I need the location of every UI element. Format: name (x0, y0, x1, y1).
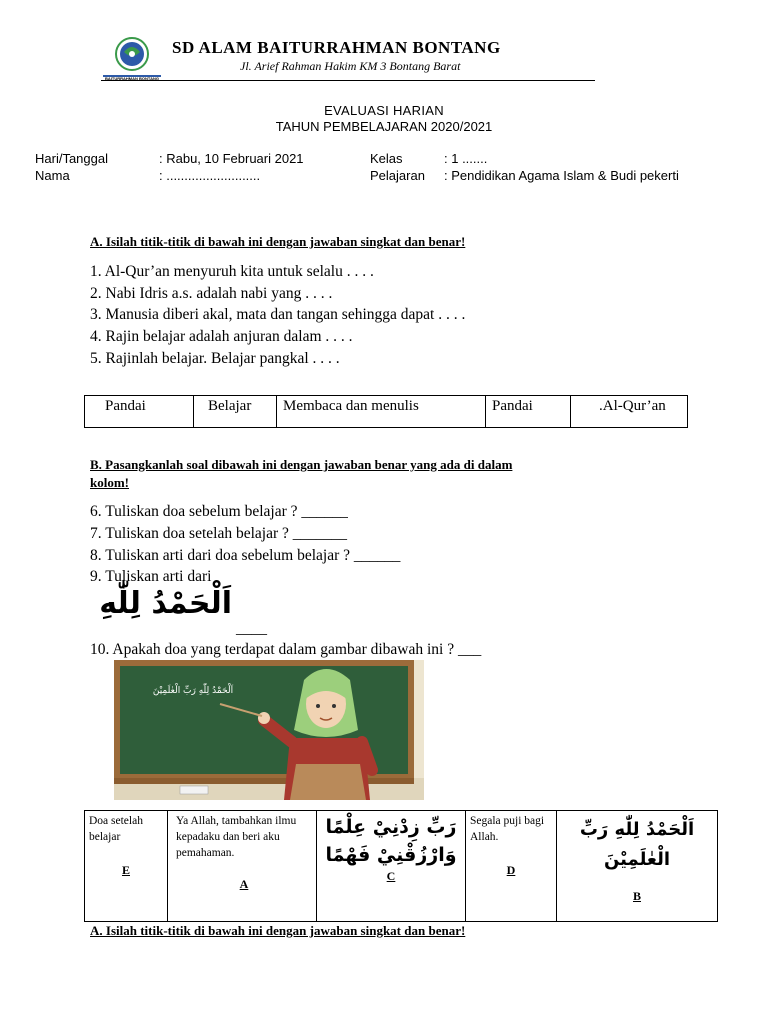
board-text: اَلْحَمْدُ لِلّٰهِ رَبِّ الْعٰلَمِيْنَ (152, 686, 234, 696)
match-letter-c: C (386, 869, 396, 883)
nama-value: : .......................... (159, 168, 261, 183)
question-2: 2. Nabi Idris a.s. adalah nabi yang . . . . (90, 285, 333, 302)
pelajaran-value: : Pendidikan Agama Islam & Budi pekerti (444, 168, 679, 183)
question-7: 7. Tuliskan doa setelah belajar ? _______ (90, 525, 347, 542)
kelas-value: : 1 ....... (444, 151, 488, 166)
kelas-label: Kelas (370, 151, 403, 166)
question-5: 5. Rajinlah belajar. Belajar pangkal . . . . (90, 350, 340, 367)
match-cell-a (168, 811, 317, 922)
hari-value: : Rabu, 10 Februari 2021 (159, 151, 304, 166)
match-text-a: Ya Allah, tambahkan ilmu kepadaku dan beri aku pemahaman. (176, 815, 297, 859)
school-logo (99, 34, 165, 84)
answer-cell-2: Belajar (194, 396, 277, 428)
match-text-e: Doa setelah belajar (89, 815, 143, 843)
school-name: SD ALAM BAITURRAHMAN BONTANG (172, 38, 501, 57)
match-cell-d (466, 811, 557, 922)
title-tahun: TAHUN PEMBELAJARAN 2020/2021 (275, 119, 493, 134)
section-b-heading-line1: B. Pasangkanlah soal dibawah ini dengan jawaban benar yang ada di dalam (90, 457, 513, 472)
match-cell-b (557, 811, 718, 922)
nama-label: Nama (35, 168, 70, 183)
classroom-illustration (114, 660, 424, 800)
question-10: 10. Apakah doa yang terdapat dalam gambar dibawah ini ? ___ (90, 641, 482, 658)
question-3: 3. Manusia diberi akal, mata dan tangan sehingga dapat . . . . (90, 306, 466, 323)
question-9-blank: ____ (236, 620, 267, 637)
match-letter-d: D (506, 863, 516, 877)
answer-cell-5: .Al-Qur’an (571, 396, 688, 428)
answer-cell-1: Pandai (85, 396, 194, 428)
match-cell-e (85, 811, 168, 922)
question-4: 4. Rajin belajar adalah anjuran dalam . . . . (90, 328, 353, 345)
answer-table (84, 395, 688, 428)
match-cell-c (317, 811, 466, 922)
school-address: Jl. Arief Rahman Hakim KM 3 Bontang Barat (240, 59, 461, 73)
match-letter-a: A (239, 877, 249, 891)
question-6: 6. Tuliskan doa sebelum belajar ? ______ (90, 503, 348, 520)
match-letter-e: E (121, 863, 130, 877)
answer-cell-3: Membaca dan menulis (277, 396, 486, 428)
logo-text: BAITURRAHMAN BONTANG (105, 76, 159, 81)
repeat-section-a-heading: A. Isilah titik-titik di bawah ini dengan jawaban singkat dan benar! (90, 923, 466, 938)
question-8: 8. Tuliskan arti dari doa sebelum belajar ? ______ (90, 547, 401, 564)
match-table (84, 810, 718, 922)
pelajaran-label: Pelajaran (370, 168, 425, 183)
match-text-c: رَبِّ زِدْنِيْ عِلْمًا وَارْزُقْنِيْ فَهْمًا (325, 816, 457, 866)
alhamdulillah-calligraphy: اَلْحَمْدُ لِلّٰهِ (99, 586, 232, 621)
header-divider (101, 80, 595, 81)
match-letter-b: B (632, 889, 641, 903)
question-9: 9. Tuliskan arti dari (90, 568, 212, 585)
answer-cell-4: Pandai (486, 396, 571, 428)
match-text-b: اَلْحَمْدُ لِلّٰهِ رَبِّ الْعٰلَمِيْنَ (579, 819, 695, 870)
match-text-d: Segala puji bagi Allah. (470, 815, 545, 843)
hari-label: Hari/Tanggal (35, 151, 108, 166)
section-a-heading: A. Isilah titik-titik di bawah ini dengan jawaban singkat dan benar! (90, 234, 466, 249)
title-evaluasi: EVALUASI HARIAN (324, 103, 444, 118)
question-1: 1. Al-Qur’an menyuruh kita untuk selalu . . . . (90, 263, 374, 280)
section-b-heading-line2: kolom! (90, 475, 129, 490)
